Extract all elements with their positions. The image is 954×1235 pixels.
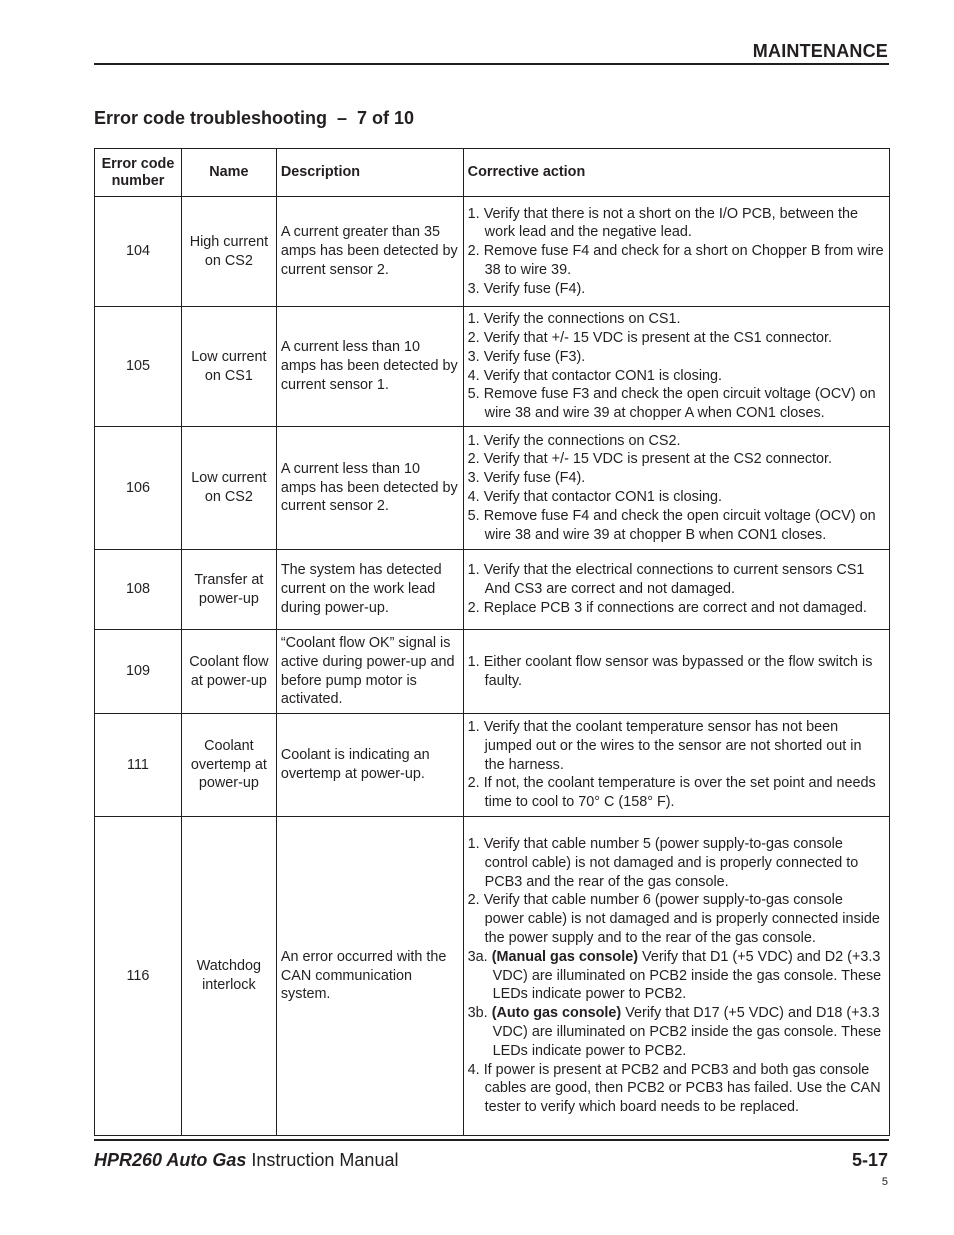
footer-manual-title bbox=[94, 1150, 398, 1171]
corrective-action-cell bbox=[463, 550, 889, 630]
corrective-step bbox=[468, 432, 885, 451]
description-cell: The system has detected current on the work lead during power-up. bbox=[276, 550, 463, 630]
corrective-action-cell bbox=[463, 427, 889, 550]
step-text: Remove fuse F3 and check the open circuit voltage (OCV) on wire 38 and wire 39 at chopper A when CON1 closes. bbox=[483, 386, 876, 422]
footer-manual-label: Instruction Manual bbox=[246, 1150, 399, 1170]
corrective-action-cell bbox=[463, 307, 889, 427]
table-row bbox=[95, 550, 890, 630]
step-number: 2. bbox=[467, 329, 480, 346]
error-code-cell: 108 bbox=[95, 550, 182, 630]
corrective-action-cell bbox=[463, 714, 889, 817]
table-header-row bbox=[95, 149, 890, 197]
corrective-steps-list bbox=[468, 653, 885, 691]
corrective-step bbox=[468, 242, 885, 280]
step-emphasis: (Auto gas console) bbox=[491, 1005, 622, 1022]
step-text: Either coolant flow sensor was bypassed or the flow switch is faulty. bbox=[483, 653, 873, 689]
description-cell: A current less than 10 amps has been detected by current sensor 2. bbox=[276, 427, 463, 550]
step-number: 1. bbox=[467, 205, 480, 222]
step-text: Remove fuse F4 and check for a short on Chopper B from wire 38 to wire 39. bbox=[483, 243, 884, 278]
footer-sheet-number: 5 bbox=[881, 1176, 888, 1188]
description-cell: “Coolant flow OK” signal is active during power-up and before pump motor is activated. bbox=[276, 630, 463, 714]
corrective-steps-list bbox=[468, 432, 885, 545]
table-row bbox=[95, 197, 890, 307]
corrective-step bbox=[468, 891, 885, 947]
step-number: 4. bbox=[467, 367, 480, 384]
error-code-cell: 106 bbox=[95, 427, 182, 550]
corrective-steps-list bbox=[468, 561, 885, 617]
step-text: Verify fuse (F4). bbox=[483, 280, 586, 297]
corrective-step bbox=[468, 561, 885, 599]
table-row bbox=[95, 307, 890, 427]
step-text: Verify that contactor CON1 is closing. bbox=[483, 367, 723, 384]
step-text: Verify that +/- 15 VDC is present at the CS1 connector. bbox=[483, 329, 833, 346]
step-number: 4. bbox=[467, 489, 480, 505]
step-text: Verify that cable number 5 (power supply-to-gas console control cable) is not damaged and is properly connected to PCB3 and the rear of the gas console. bbox=[483, 836, 859, 890]
step-number: 2. bbox=[467, 892, 480, 909]
header-rule bbox=[94, 63, 889, 65]
step-text: Remove fuse F4 and check the open circuit voltage (OCV) on wire 38 and wire 39 at chopper B when CON1 closes. bbox=[483, 507, 876, 543]
step-number: 1. bbox=[467, 562, 480, 579]
step-number: 5. bbox=[467, 386, 480, 403]
error-code-table bbox=[94, 148, 890, 1136]
corrective-step bbox=[468, 599, 885, 618]
step-text: Verify that the electrical connections to current sensors CS1 And CS3 are correct and not damaged. bbox=[483, 562, 865, 598]
error-code-cell: 111 bbox=[95, 714, 182, 817]
corrective-steps-list bbox=[468, 718, 885, 812]
error-name-cell: Transfer at power-up bbox=[181, 550, 276, 630]
step-number: 3. bbox=[467, 470, 480, 487]
corrective-step bbox=[468, 948, 885, 1004]
error-name-cell: Coolant overtemp at power-up bbox=[181, 714, 276, 817]
step-text: Verify that contactor CON1 is closing. bbox=[483, 489, 723, 505]
step-text: Verify that D1 (+5 VDC) and D2 (+3.3 VDC) are illuminated on PCB2 inside the gas console. These LEDs indicate power to PCB2. bbox=[492, 948, 882, 1003]
table-row bbox=[95, 817, 890, 1136]
step-number: 3. bbox=[467, 348, 480, 365]
error-name-cell: Watchdog interlock bbox=[181, 817, 276, 1136]
corrective-step bbox=[468, 348, 885, 367]
error-code-cell: 109 bbox=[95, 630, 182, 714]
corrective-step bbox=[468, 488, 885, 507]
step-number: 2. bbox=[467, 775, 480, 792]
corrective-step bbox=[468, 205, 885, 243]
step-number: 1. bbox=[467, 311, 480, 328]
error-code-cell: 104 bbox=[95, 197, 182, 307]
step-text: Verify that there is not a short on the I/O PCB, between the work lead and the negative lead. bbox=[483, 205, 859, 241]
error-code-cell: 116 bbox=[95, 817, 182, 1136]
step-number: 2. bbox=[467, 243, 480, 260]
step-text: Replace PCB 3 if connections are correct and not damaged. bbox=[483, 599, 867, 616]
column-header-name: Name bbox=[181, 149, 276, 197]
corrective-step bbox=[468, 469, 885, 488]
column-header-error-code: Error code number bbox=[95, 149, 182, 197]
column-header-corrective-action: Corrective action bbox=[463, 149, 889, 197]
corrective-step bbox=[468, 385, 885, 423]
corrective-action-cell bbox=[463, 817, 889, 1136]
error-name-cell: Low current on CS1 bbox=[181, 307, 276, 427]
step-number: 2. bbox=[467, 599, 480, 616]
step-number: 1. bbox=[467, 653, 480, 670]
page-title: Error code troubleshooting – 7 of 10 bbox=[94, 108, 415, 128]
corrective-step bbox=[468, 310, 885, 329]
step-text: Verify that cable number 6 (power supply-to-gas console power cable) is not damaged and is properly connected inside the power supply and to the rear of the gas console. bbox=[483, 892, 880, 946]
corrective-action-cell bbox=[463, 630, 889, 714]
description-cell: Coolant is indicating an overtemp at power-up. bbox=[276, 714, 463, 817]
corrective-steps-list bbox=[468, 835, 885, 1117]
step-text: Verify the connections on CS2. bbox=[483, 432, 681, 449]
table-row bbox=[95, 630, 890, 714]
step-text: Verify the connections on CS1. bbox=[483, 311, 681, 328]
step-emphasis: (Manual gas console) bbox=[491, 948, 639, 965]
error-name-cell: Low current on CS2 bbox=[181, 427, 276, 550]
step-text: Verify that +/- 15 VDC is present at the CS2 connector. bbox=[483, 451, 833, 468]
description-cell: A current greater than 35 amps has been detected by current sensor 2. bbox=[276, 197, 463, 307]
corrective-step bbox=[468, 653, 885, 691]
footer-product-name: HPR260 Auto Gas bbox=[94, 1150, 247, 1170]
footer-rule bbox=[94, 1139, 889, 1141]
error-name-cell: Coolant flow at power-up bbox=[181, 630, 276, 714]
step-text: Verify that D17 (+5 VDC) and D18 (+3.3 VDC) are illuminated on PCB2 inside the gas console. These LEDs indicate power to PCB2. bbox=[492, 1005, 882, 1059]
step-number: 4. bbox=[467, 1061, 480, 1078]
corrective-step bbox=[468, 329, 885, 348]
step-number: 3a. bbox=[467, 948, 488, 965]
footer-page-number: 5-17 bbox=[851, 1150, 888, 1170]
table-row bbox=[95, 427, 890, 550]
corrective-step bbox=[468, 835, 885, 891]
corrective-action-cell bbox=[463, 197, 889, 307]
corrective-step bbox=[468, 367, 885, 386]
corrective-step bbox=[468, 1004, 885, 1060]
column-header-description: Description bbox=[276, 149, 463, 197]
step-number: 1. bbox=[467, 719, 480, 735]
corrective-step bbox=[468, 280, 885, 299]
section-header: MAINTENANCE bbox=[752, 41, 888, 61]
corrective-step bbox=[468, 718, 885, 774]
error-name-cell: High current on CS2 bbox=[181, 197, 276, 307]
corrective-step bbox=[468, 450, 885, 469]
corrective-step bbox=[468, 1061, 885, 1117]
step-text: If power is present at PCB2 and PCB3 and both gas console cables are good, then PCB2 or PCB3 has failed. Use the CAN tester to verify which board needs to be replaced. bbox=[483, 1061, 881, 1116]
corrective-step bbox=[468, 507, 885, 545]
step-text: Verify fuse (F4). bbox=[483, 470, 586, 487]
step-text: Verify that the coolant temperature sensor has not been jumped out or the wires to the sensor are not shorted out in the harness. bbox=[483, 719, 862, 773]
step-number: 3b. bbox=[467, 1005, 488, 1022]
corrective-step bbox=[468, 774, 885, 812]
corrective-steps-list bbox=[468, 205, 885, 299]
description-cell: A current less than 10 amps has been detected by current sensor 1. bbox=[276, 307, 463, 427]
step-number: 3. bbox=[467, 280, 480, 297]
table-row bbox=[95, 714, 890, 817]
step-number: 2. bbox=[467, 451, 480, 468]
step-number: 5. bbox=[467, 507, 480, 524]
step-text: If not, the coolant temperature is over the set point and needs time to cool to 70° C (158° F). bbox=[483, 775, 876, 811]
error-code-cell: 105 bbox=[95, 307, 182, 427]
corrective-steps-list bbox=[468, 310, 885, 423]
step-number: 1. bbox=[467, 836, 480, 853]
step-number: 1. bbox=[467, 432, 480, 449]
step-text: Verify fuse (F3). bbox=[483, 348, 586, 365]
description-cell: An error occurred with the CAN communication system. bbox=[276, 817, 463, 1136]
